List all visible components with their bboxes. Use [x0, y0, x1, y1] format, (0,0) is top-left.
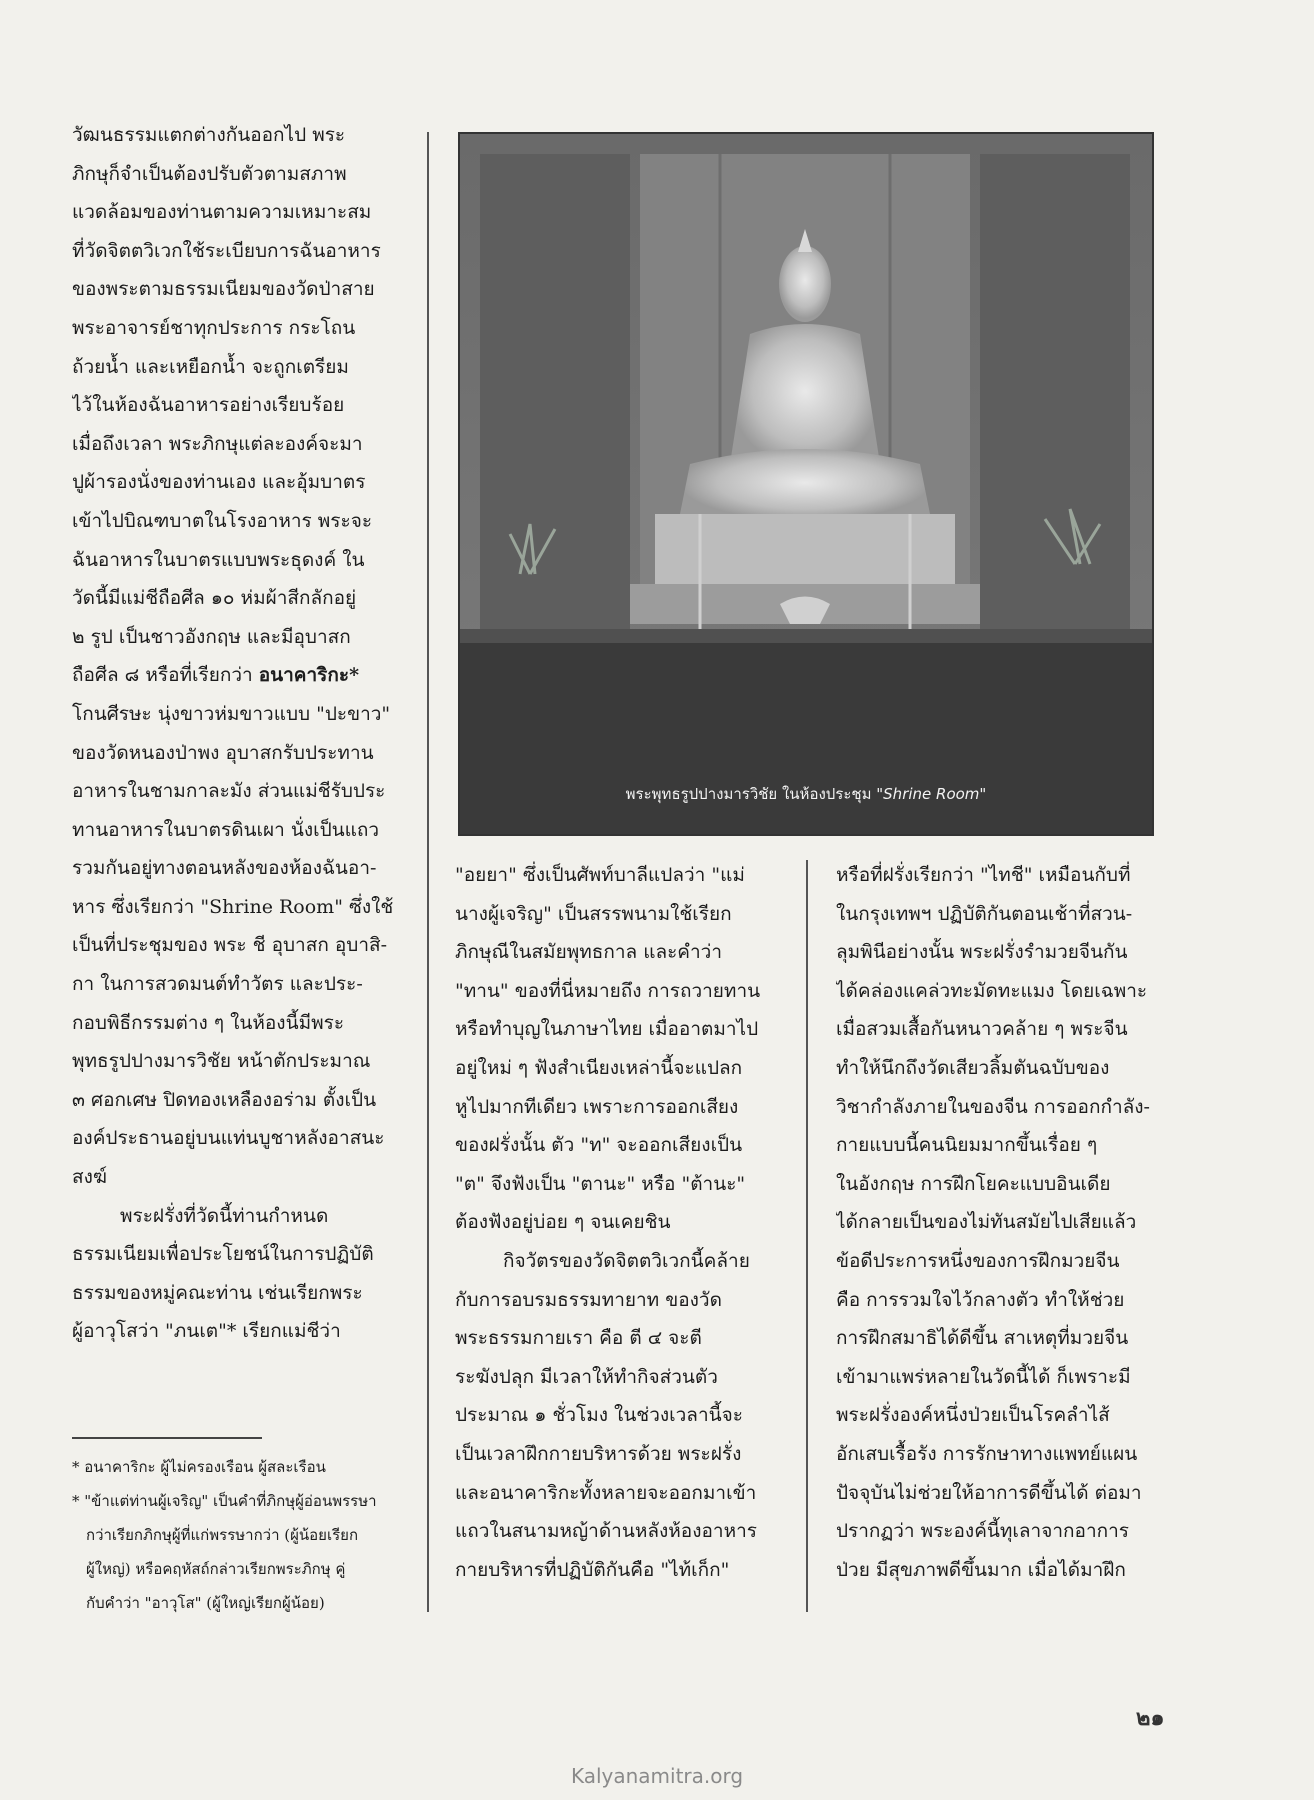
- text-column-3: [836, 856, 1166, 1589]
- text-line: กิจวัตรของวัดจิตตวิเวกนี้คล้าย: [503, 1249, 750, 1272]
- text-line: ไว้ในห้องฉันอาหารอย่างเรียบร้อย: [72, 394, 345, 417]
- column-divider: [806, 860, 808, 1612]
- text-line: ปูผ้ารองนั่งของท่านเอง และอุ้มบาตร: [72, 471, 366, 494]
- text-line: ภิกษุก็จำเป็นต้องปรับตัวตามสภาพ: [72, 162, 347, 185]
- text-line: กอบพิธีกรรมต่าง ๆ ในห้องนี้มีพระ: [72, 1011, 345, 1034]
- text-line: ๒ รูป เป็นชาวอังกฤษ และมีอุบาสก: [72, 625, 351, 648]
- footnote-line: กับคำว่า "อาวุโส" (ผู้ใหญ่เรียกผู้น้อย): [86, 1594, 325, 1612]
- buddha-statue-photo: [458, 132, 1154, 836]
- text-line: พุทธรูปปางมารวิชัย หน้าตักประมาณ: [72, 1050, 371, 1073]
- text-line: อยู่ใหม่ ๆ ฟังสำเนียงเหล่านี้จะแปลก: [455, 1056, 743, 1079]
- footnote-line: กว่าเรียกภิกษุผู้ที่แก่พรรษากว่า (ผู้น้อยเรียก: [86, 1526, 359, 1544]
- text-line: แถวในสนามหญ้าด้านหลังห้องอาหาร: [455, 1520, 757, 1543]
- text-line: "ต" จึงฟังเป็น "ตานะ" หรือ "ต้านะ": [455, 1172, 746, 1195]
- text-line: ธรรมของหมู่คณะท่าน เช่นเรียกพระ: [72, 1281, 363, 1304]
- column-divider: [427, 132, 429, 1612]
- footnote-divider: [72, 1437, 262, 1439]
- photo-caption: [460, 782, 1152, 806]
- text-fragment: ถือศีล ๘ หรือที่เรียกว่า: [72, 664, 259, 687]
- text-line: เป็นเวลาฝึกกายบริหารด้วย พระฝรั่ง: [455, 1442, 742, 1465]
- footnote-line: * อนาคาริกะ ผู้ไม่ครองเรือน ผู้สละเรือน: [72, 1458, 326, 1476]
- text-column-1: [72, 116, 402, 1351]
- text-line: แวดล้อมของท่านตามความเหมาะสม: [72, 201, 372, 224]
- text-line: นางผู้เจริญ" เป็นสรรพนามใช้เรียก: [455, 902, 732, 925]
- page-number: ๒๑: [1136, 1705, 1165, 1731]
- text-line: รวมกันอยู่ทางตอนหลังของห้องฉันอา-: [72, 857, 377, 880]
- footnote-line: ผู้ใหญ่) หรือคฤหัสถ์กล่าวเรียกพระภิกษุ คู่: [86, 1560, 346, 1578]
- text-line: ในอังกฤษ การฝึกโยคะแบบอินเดีย: [836, 1172, 1111, 1195]
- text-line: กายแบบนี้คนนิยมมากขึ้นเรื่อย ๆ: [836, 1134, 1098, 1157]
- text-line: ในกรุงเทพฯ ปฏิบัติกันตอนเช้าที่สวน-: [836, 902, 1133, 925]
- text-line: ข้อดีประการหนึ่งของการฝึกมวยจีน: [836, 1249, 1120, 1272]
- text-line: วัฒนธรรมแตกต่างกันออกไป พระ: [72, 124, 346, 146]
- text-line: พระฝรั่งองค์หนึ่งป่วยเป็นโรคลำไส้: [836, 1404, 1110, 1427]
- text-line: เมื่อถึงเวลา พระภิกษุแต่ละองค์จะมา: [72, 432, 363, 455]
- text-line: ต้องฟังอยู่บ่อย ๆ จนเคยชิน: [455, 1211, 671, 1234]
- text-line: เมื่อสวมเสื้อกันหนาวคล้าย ๆ พระจีน: [836, 1018, 1128, 1041]
- text-line: วัดนี้มีแม่ชีถือศีล ๑๐ ห่มผ้าสีกลักอยู่: [72, 587, 357, 610]
- text-line: ได้กลายเป็นของไม่ทันสมัยไปเสียแล้ว: [836, 1211, 1137, 1234]
- text-line: ภิกษุณีในสมัยพุทธกาล และคำว่า: [455, 941, 723, 964]
- text-line: ธรรมเนียมเพื่อประโยชน์ในการปฏิบัติ: [72, 1243, 374, 1266]
- text-line: องค์ประธานอยู่บนแท่นบูชาหลังอาสนะ: [72, 1127, 385, 1150]
- text-line: ๓ ศอกเศษ ปิดทองเหลืองอร่าม ตั้งเป็น: [72, 1088, 377, 1111]
- text-line: พระฝรั่งที่วัดนี้ท่านกำหนด: [120, 1204, 329, 1227]
- caption-text: พระพุทธรูปปางมารวิชัย ในห้องประชุม: [625, 785, 872, 803]
- text-column-2: [455, 856, 785, 1589]
- text-line: "อยยา" ซึ่งเป็นศัพท์บาลีแปลว่า "แม่: [455, 864, 745, 886]
- text-line: โกนศีรษะ นุ่งขาวห่มขาวแบบ "ปะขาว": [72, 702, 391, 725]
- text-line: ถ้วยน้ำ และเหยือกน้ำ จะถูกเตรียม: [72, 355, 349, 378]
- text-line: หาร ซึ่งเรียกว่า "Shrine Room" ซึ่งใช้: [72, 895, 394, 918]
- watermark: Kalyanamitra.org: [570, 1764, 744, 1788]
- text-line: ปัจจุบันไม่ช่วยให้อาการดีขึ้นได้ ต่อมา: [836, 1481, 1142, 1504]
- text-line: เข้ามาแพร่หลายในวัดนี้ได้ ก็เพราะมี: [836, 1365, 1131, 1388]
- footnote-line: * "ข้าแต่ท่านผู้เจริญ" เป็นคำที่ภิกษุผู้อ่อนพรรษา: [72, 1492, 377, 1510]
- text-line: อักเสบเรื้อรัง การรักษาทางแพทย์แผน: [836, 1442, 1138, 1465]
- text-line: "ทาน" ของที่นี่หมายถึง การถวายทาน: [455, 979, 761, 1002]
- text-line: ป่วย มีสุขภาพดีขึ้นมาก เมื่อได้มาฝึก: [836, 1558, 1126, 1581]
- text-line: เข้าไปบิณฑบาตในโรงอาหาร พระจะ: [72, 509, 373, 532]
- text-line: ปรากฏว่า พระองค์นี้ทุเลาจากอาการ: [836, 1520, 1129, 1543]
- text-line: ของพระตามธรรมเนียมของวัดป่าสาย: [72, 278, 375, 301]
- text-line: พระอาจารย์ชาทุกประการ กระโถน: [72, 316, 356, 339]
- text-line: ทานอาหารในบาตรดินเผา นั่งเป็นแถว: [72, 818, 380, 841]
- text-line: ฉันอาหารในบาตรแบบพระธุดงค์ ใน: [72, 548, 365, 571]
- text-line: ของฝรั่งนั้น ตัว "ท" จะออกเสียงเป็น: [455, 1134, 743, 1157]
- text-line: กายบริหารที่ปฏิบัติกันคือ "ไท้เก็ก": [455, 1558, 730, 1581]
- text-line: หรือทำบุญในภาษาไทย เมื่ออาตมาไป: [455, 1018, 759, 1041]
- text-line: อาหารในชามกาละมัง ส่วนแม่ชีรับประ: [72, 780, 386, 803]
- text-line: คือ การรวมใจไว้กลางตัว ทำให้ช่วย: [836, 1288, 1125, 1311]
- text-line: ระฆังปลุก มีเวลาให้ทำกิจส่วนตัว: [455, 1365, 718, 1388]
- text-line: วิชากำลังภายในของจีน การออกกำลัง-: [836, 1095, 1150, 1118]
- text-line: ผู้อาวุโสว่า "ภนเต"* เรียกแม่ชีว่า: [72, 1320, 341, 1343]
- text-line: กับการอบรมธรรมทายาท ของวัด: [455, 1288, 722, 1311]
- text-line: ทำให้นึกถึงวัดเสียวลิ้มตันฉบับของ: [836, 1056, 1110, 1079]
- text-line: สงฆ์: [72, 1166, 107, 1189]
- text-line: [72, 656, 402, 695]
- text-line: ประมาณ ๑ ชั่วโมง ในช่วงเวลานี้จะ: [455, 1404, 743, 1427]
- term-anagarika: อนาคาริกะ*: [258, 664, 360, 687]
- text-line: หูไปมากทีเดียว เพราะการออกเสียง: [455, 1095, 739, 1118]
- buddha-statue-illustration: [460, 134, 1152, 834]
- text-line: กา ในการสวดมนต์ทำวัตร และประ-: [72, 973, 363, 996]
- text-line: ลุมพินีอย่างนั้น พระฝรั่งรำมวยจีนกัน: [836, 941, 1128, 964]
- text-line: และอนาคาริกะทั้งหลายจะออกมาเข้า: [455, 1481, 757, 1504]
- text-line: ของวัดหนองป่าพง อุบาสกรับประทาน: [72, 741, 374, 764]
- text-line: ได้คล่องแคล่วทะมัดทะแมง โดยเฉพาะ: [836, 979, 1148, 1002]
- text-line: หรือที่ฝรั่งเรียกว่า "ไทชี" เหมือนกับที่: [836, 864, 1131, 886]
- footnotes: [72, 1450, 402, 1620]
- caption-italic: "Shrine Room": [876, 785, 987, 803]
- text-line: ที่วัดจิตตวิเวกใช้ระเบียบการฉันอาหาร: [72, 239, 381, 262]
- text-line: เป็นที่ประชุมของ พระ ชี อุบาสก อุบาสิ-: [72, 934, 388, 957]
- text-line: การฝึกสมาธิได้ดีขึ้น สาเหตุที่มวยจีน: [836, 1327, 1129, 1350]
- text-line: พระธรรมกายเรา คือ ตี ๔ จะตี: [455, 1327, 702, 1350]
